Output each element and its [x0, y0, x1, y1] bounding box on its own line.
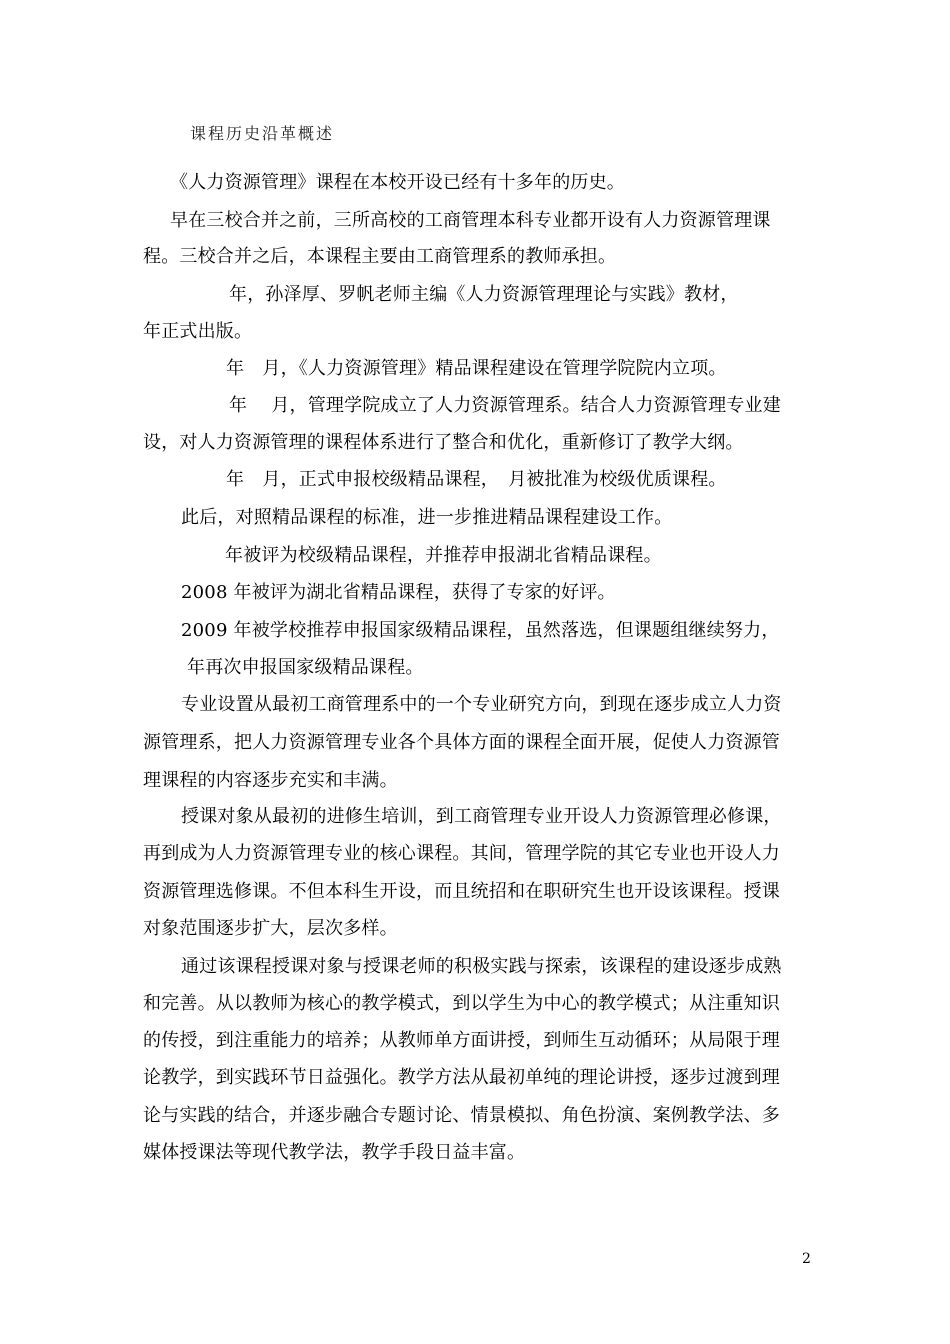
paragraph-line: 2008 年被评为湖北省精品课程，获得了专家的好评。: [181, 582, 616, 603]
paragraph-line: 年 月，正式申报校级精品课程， 月被批准为校级优质课程。: [226, 469, 727, 490]
paragraph-line: 年 月，管理学院成立了人力资源管理系。结合人力资源管理专业建: [229, 395, 781, 416]
paragraph-line: 年正式出版。: [143, 321, 253, 342]
paragraph-line: 再到成为人力资源管理专业的核心课程。其间，管理学院的其它专业也开设人力: [143, 843, 780, 864]
paragraph-line: 通过该课程授课对象与授课老师的积极实践与探索，该课程的建设逐步成熟: [181, 956, 782, 977]
paragraph-line: 授课对象从最初的进修生培训，到工商管理专业开设人力资源管理必修课，: [181, 806, 782, 827]
paragraph-line: 早在三校合并之前，三所高校的工商管理本科专业都开设有人力资源管理课: [170, 210, 771, 231]
paragraph-line: 论教学，到实践环节日益强化。教学方法从最初单纯的理论讲授，逐步过渡到理: [143, 1067, 780, 1088]
paragraph-line: 论与实践的结合，并逐步融合专题讨论、情景模拟、角色扮演、案例教学法、多: [143, 1105, 780, 1126]
paragraph-line: 年，孙泽厚、罗帆老师主编《人力资源管理理论与实践》教材，: [229, 284, 739, 305]
paragraph-line: 年再次申报国家级精品课程。: [187, 657, 424, 678]
paragraph-line: 此后，对照精品课程的标准，进一步推进精品课程建设工作。: [181, 507, 673, 528]
paragraph-line: 媒体授课法等现代教学法，教学手段日益丰富。: [143, 1142, 526, 1163]
section-heading: 课程历史沿革概述: [190, 124, 335, 143]
paragraph-line: 年 月，《人力资源管理》精品课程建设在管理学院院内立项。: [226, 358, 727, 379]
paragraph-line: 《人力资源管理》课程在本校开设已经有十多年的历史。: [170, 172, 625, 193]
paragraph-line: 设，对人力资源管理的课程体系进行了整合和优化，重新修订了教学大纲。: [143, 432, 744, 453]
paragraph-line: 程。三校合并之后，本课程主要由工商管理系的教师承担。: [143, 246, 617, 267]
paragraph-line: 源管理系，把人力资源管理专业各个具体方面的课程全面开展，促使人力资源管: [143, 732, 780, 753]
paragraph-line: 专业设置从最初工商管理系中的一个专业研究方向，到现在逐步成立人力资: [181, 694, 782, 715]
paragraph-line: 资源管理选修课。不但本科生开设，而且统招和在职研究生也开设该课程。授课: [143, 881, 780, 902]
paragraph-line: 2009 年被学校推荐申报国家级精品课程，虽然落选，但课题组继续努力，: [181, 620, 780, 641]
paragraph-line: 的传授，到注重能力的培养；从教师单方面讲授，到师生互动循环；从局限于理: [143, 1030, 780, 1051]
paragraph-line: 对象范围逐步扩大，层次多样。: [143, 918, 398, 939]
paragraph-line: 和完善。从以教师为核心的教学模式，到以学生为中心的教学模式；从注重知识: [143, 993, 780, 1014]
paragraph-line: 年被评为校级精品课程，并推荐申报湖北省精品课程。: [225, 545, 662, 566]
page-number: 2: [802, 1251, 811, 1267]
paragraph-line: 理课程的内容逐步充实和丰满。: [143, 770, 398, 791]
